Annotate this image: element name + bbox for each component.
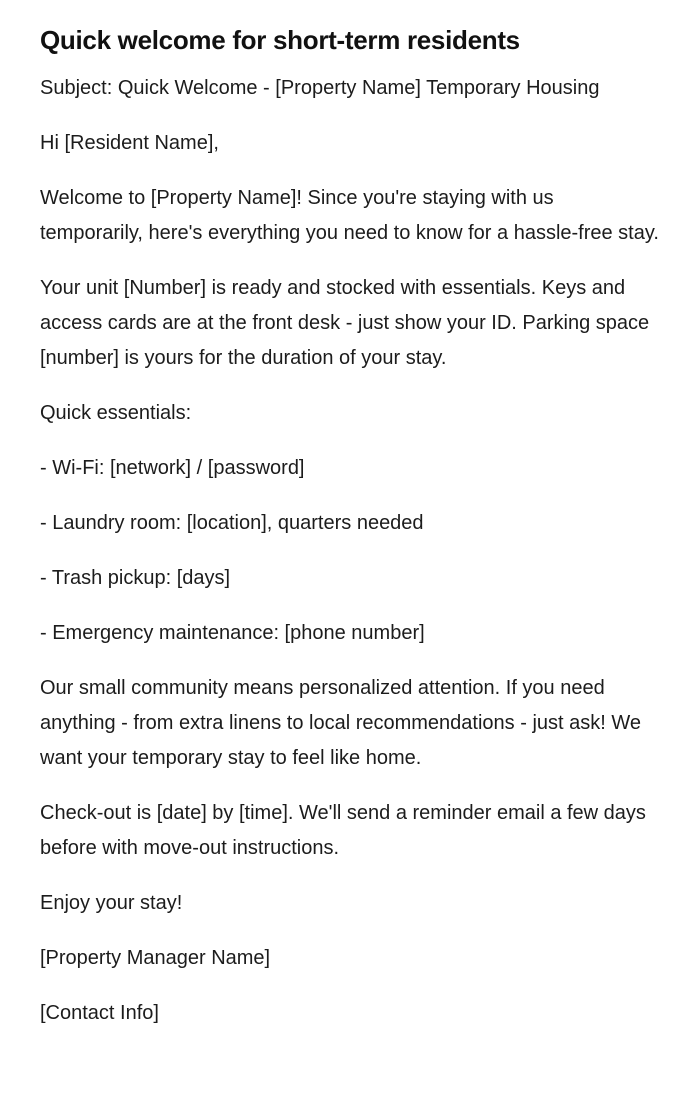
closing-line: Enjoy your stay!: [40, 892, 183, 914]
signature-contact: [Contact Info]: [40, 1002, 159, 1024]
email-greeting: Hi [Resident Name],: [40, 132, 219, 154]
essentials-item-emergency: - Emergency maintenance: [phone number]: [40, 622, 425, 644]
essentials-item-wifi: - Wi-Fi: [network] / [password]: [40, 457, 305, 479]
essentials-heading: Quick essentials:: [40, 402, 192, 424]
essentials-item-laundry: - Laundry room: [location], quarters needed: [40, 512, 424, 534]
document-title: Quick welcome for short-term residents: [40, 25, 520, 55]
unit-info-paragraph: Your unit [Number] is ready and stocked with essentials. Keys and access cards are at the front desk - just show your ID. Parking space [number] is yours for the duration of your stay.: [40, 277, 650, 369]
community-paragraph: Our small community means personalized attention. If you need anything - from extra linens to local recommendations - just ask! We want your temporary stay to feel like home.: [40, 677, 641, 769]
checkout-paragraph: Check-out is [date] by [time]. We'll send a reminder email a few days before with move-out instructions.: [40, 802, 646, 859]
intro-paragraph: Welcome to [Property Name]! Since you're staying with us temporarily, here's everything you need to know for a hassle-free stay.: [40, 187, 659, 244]
essentials-item-trash: - Trash pickup: [days]: [40, 567, 231, 589]
signature-name: [Property Manager Name]: [40, 947, 271, 969]
email-subject: Subject: Quick Welcome - [Property Name] Temporary Housing: [40, 77, 600, 99]
